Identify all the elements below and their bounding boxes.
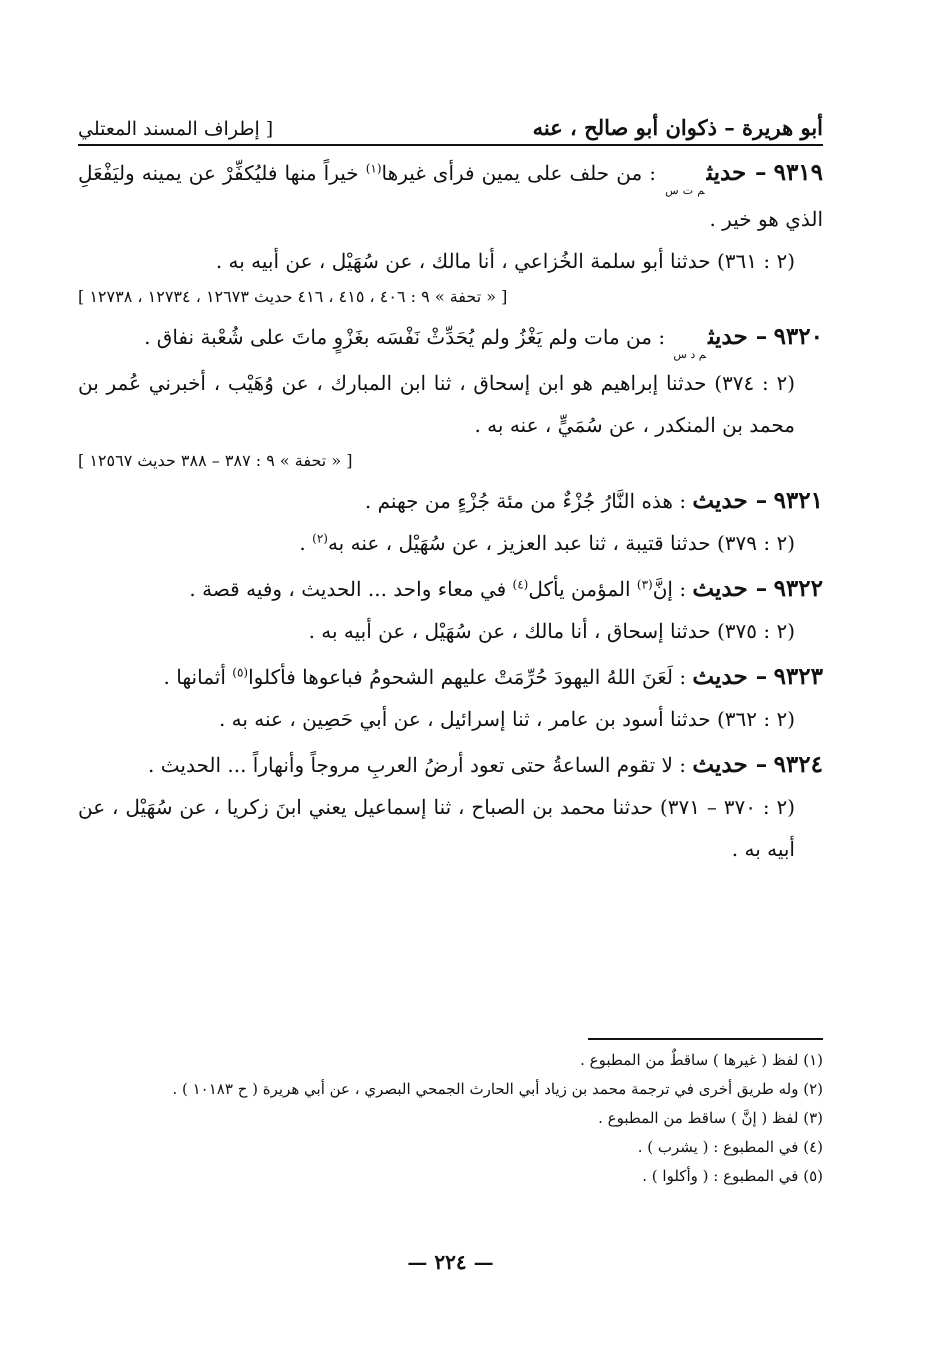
hadith-number: ٩٣٢١ (773, 487, 823, 514)
hadith-matn: : لا تقوم الساعةُ حتى تعود أرضُ العربِ مروجاً وأنهاراً ... الحديث . (148, 753, 687, 777)
footnote-marker: (٥) (232, 665, 249, 680)
hadith-entry (78, 656, 823, 740)
sigla: م ت س (665, 184, 705, 197)
hadith-label: حديث (708, 323, 748, 350)
hadith-matn-cont: المؤمن يأكل (528, 577, 637, 601)
footnote-marker: (٤) (512, 577, 529, 592)
hadith-number: ٩٣٢٤ (773, 751, 823, 778)
source-end: . (299, 531, 313, 555)
footnote: (٢) وله طريق أخرى في ترجمة محمد بن زياد أبي الحارث الجمحي البصري ، عن أبي هريرة ( ح ١٠١٨٣ ) . (172, 1080, 823, 1098)
hadith-text: ٩٣٢٠ – حديث$_{م د س}$ : من مات ولم يَغْزُ ولم يُحَدِّثْ نَفْسَه بغَزْوٍ ماتَ على شُعْبة نفاق . (144, 323, 823, 361)
hadith-matn: : من مات ولم يَغْزُ ولم يُحَدِّثْ نَفْسَه بغَزْوٍ ماتَ على شُعْبة نفاق . (144, 325, 666, 349)
footnote-marker: (٢) (312, 531, 328, 546)
hadith-label: حديث (706, 159, 747, 186)
header-book-title: [ إطراف المسند المعتلي (78, 118, 274, 140)
hadith-label: حديث (692, 751, 748, 778)
hadith-matn: : لَعَنَ اللهُ اليهودَ حُرِّمَتْ عليهم الشحومُ فباعوها فأكلوا (248, 665, 687, 689)
hadith-matn: : هذه النَّارُ جُزْءٌ من مئة جُزْءٍ من جهنم . (364, 489, 687, 513)
header-author: أبو هريرة – ذكوان أبو صالح ، عنه (532, 115, 823, 140)
footnotes (78, 1046, 823, 1191)
hadith-source: (٢ : ٣٧٤) حدثنا إبراهيم هو ابن إسحاق ، ثنا ابن المبارك ، عن وُهَيْب ، أخبرني عُمر بن محمد بن المنكدر ، عن سُمَيٍّ ، عنه به . (78, 371, 796, 437)
hadith-entry (78, 744, 823, 870)
footnote: (١) لفظ ( غيرها ) ساقطٌ من المطبوع . (580, 1051, 823, 1069)
hadith-source: (٢ : ٣٦١) حدثنا أبو سلمة الخُزاعي ، أنا مالك ، عن سُهَيْل ، عن أبيه به . (215, 249, 795, 273)
hadith-text: ٩٣٢٣ – حديث : لَعَنَ اللهُ اليهودَ حُرِّمَتْ عليهم الشحومُ فباعوها فأكلوا$^{(٥)}$ أثمانها . (163, 663, 823, 690)
hadith-matn-cont: خيراً منها فليُكفِّرْ عن يمينه وليَفْعَلِ الذي هو خير . (78, 161, 823, 231)
hadith-text: ٩٣٢١ – حديث : هذه النَّارُ جُزْءٌ من مئة جُزْءٍ من جهنم . (364, 487, 823, 514)
tuhfa-reference: [ « تحفة » ٩ : ٣٨٧ – ٣٨٨ حديث ١٢٥٦٧ ] (78, 451, 353, 470)
hadith-number: ٩٣٢٣ (773, 663, 823, 690)
hadith-source: (٢ : ٣٦٢) حدثنا أسود بن عامر ، ثنا إسرائيل ، عن أبي حَصِين ، عنه به . (218, 707, 795, 731)
source-text: (٢ : ٣٧٩) حدثنا قتيبة ، ثنا عبد العزيز ، عن سُهَيْل ، عنه به (327, 531, 795, 555)
tuhfa-reference: [ « تحفة » ٩ : ٤٠٦ ، ٤١٥ ، ٤١٦ حديث ١٢٦٧٣ ، ١٢٧٣٤ ، ١٢٧٣٨ ] (78, 287, 508, 306)
hadith-entry (78, 152, 823, 312)
hadith-entry (78, 480, 823, 564)
footnote: (٣) لفظ ( إنَّ ) ساقط من المطبوع . (598, 1109, 823, 1127)
hadith-source: (٢ : ٣٧٠ – ٣٧١) حدثنا محمد بن الصباح ، ثنا إسماعيل يعني ابنَ زكريا ، عن سُهَيْل ، عن أبيه به . (78, 795, 795, 861)
hadith-text: ٩٣١٩ – حديث$_{م ت س}$ : من حلف على يمين فرأى غيرها$^{(١)}$ خيراً منها فليُكفِّرْ عن يمينه وليَفْعَلِ الذي هو خير . (78, 159, 824, 231)
hadith-matn-cont: أثمانها . (163, 665, 233, 689)
running-header (78, 100, 823, 146)
hadith-source: (٢ : ٣٧٥) حدثنا إسحاق ، أنا مالك ، عن سُهَيْل ، عن أبيه به . (308, 619, 795, 643)
hadith-text: ٩٣٢٤ – حديث : لا تقوم الساعةُ حتى تعود أرضُ العربِ مروجاً وأنهاراً ... الحديث . (148, 751, 823, 778)
hadith-matn: : إنَّ (652, 577, 687, 601)
footnote-marker: (٣) (636, 577, 653, 592)
hadith-entry (78, 568, 823, 652)
hadith-number: ٩٣٢٠ (773, 323, 823, 350)
footnote-divider (588, 1038, 823, 1040)
main-text (78, 152, 823, 874)
footnote: (٤) في المطبوع : ( يشرب ) . (637, 1138, 823, 1156)
hadith-label: حديث (692, 487, 748, 514)
hadith-number: ٩٣١٩ (773, 159, 824, 186)
footnote: (٥) في المطبوع : ( وأكلوا ) . (642, 1167, 823, 1185)
hadith-matn-cont: في معاء واحد ... الحديث ، وفيه قصة . (189, 577, 513, 601)
hadith-label: حديث (692, 663, 748, 690)
sigla: م د س (673, 348, 707, 361)
page (78, 0, 823, 1369)
hadith-number: ٩٣٢٢ (773, 575, 823, 602)
footnote-marker: (١) (365, 161, 382, 176)
hadith-text: ٩٣٢٢ – حديث : إنَّ$^{(٣)}$ المؤمن يأكل$^{(٤)}$ في معاء واحد ... الحديث ، وفيه قصة . (189, 575, 823, 602)
page-number: — ٢٢٤ — (407, 1250, 494, 1274)
hadith-label: حديث (692, 575, 748, 602)
hadith-source (78, 522, 823, 564)
hadith-entry (78, 316, 823, 476)
hadith-matn: : من حلف على يمين فرأى غيرها (381, 161, 656, 185)
